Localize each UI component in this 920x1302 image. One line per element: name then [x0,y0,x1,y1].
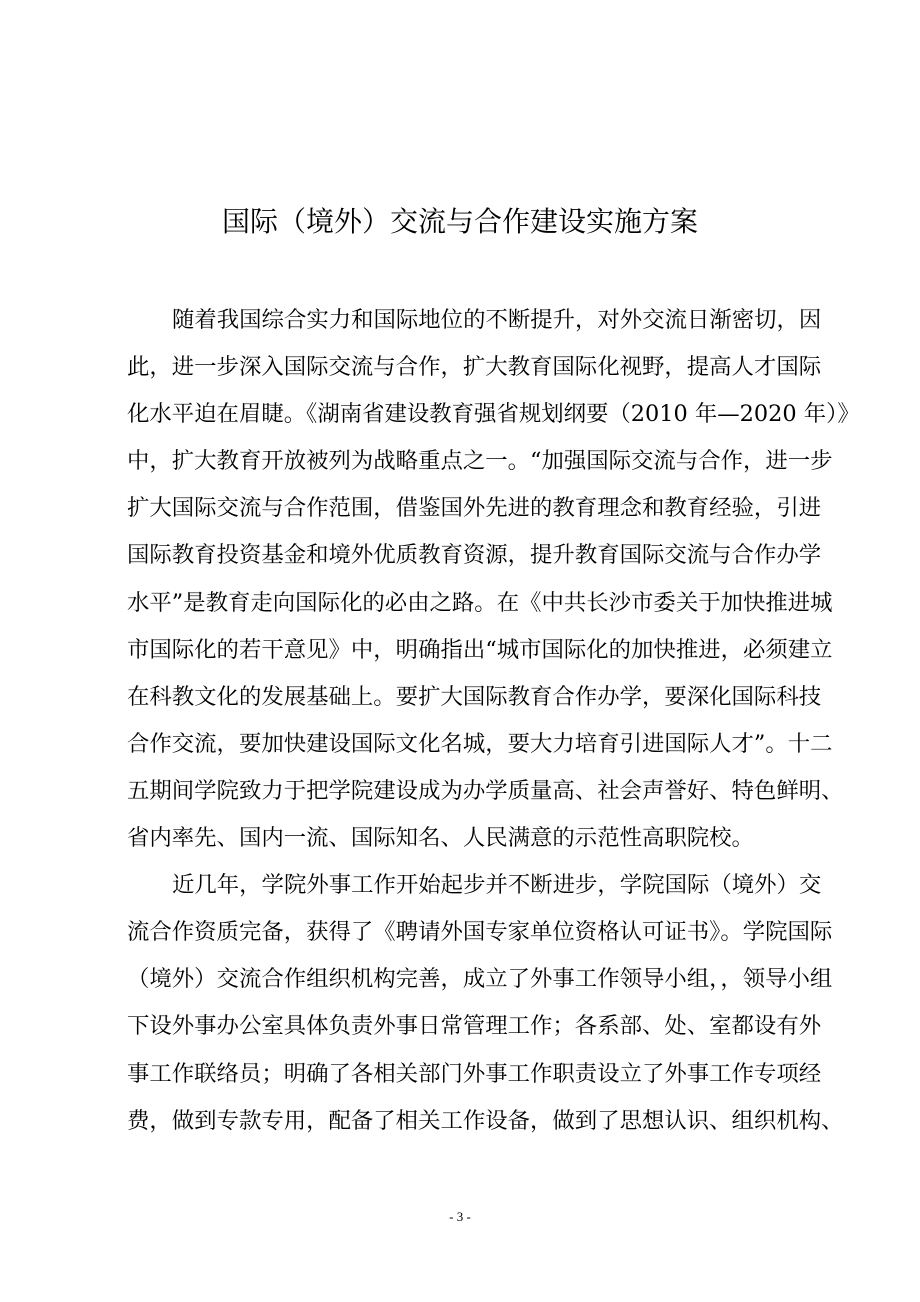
paragraph-1-line-8: 市国际化的若干意见》中，明确指出“城市国际化的加快推进，必须建立 [127,636,833,663]
paragraph-1-line-9: 在科教文化的发展基础上。要扩大国际教育合作办学，要深化国际科技 [127,683,822,710]
paragraph-2-line-2: 流合作资质完备，获得了《聘请外国专家单位资格认可证书》。学院国际 [127,919,833,946]
paragraph-1-line-3: 化水平迫在眉睫。《湖南省建设教育强省规划纲要（2010 年—2020 年）》 [127,401,860,428]
paragraph-1-line-1: 随着我国综合实力和国际地位的不断提升，对外交流日渐密切，因 [172,307,822,333]
paragraph-2-line-3: （境外）交流合作组织机构完善，成立了外事工作领导小组，，领导小组 [127,966,833,993]
paragraph-2-line-1: 近几年，学院外事工作开始起步并不断进步，学院国际（境外）交 [172,872,822,899]
paragraph-2-line-5: 事工作联络员；明确了各相关部门外事工作职责设立了外事工作专项经 [127,1060,822,1087]
paragraph-1-line-11: 五期间学院致力于把学院建设成为办学质量高、社会声誉好、特色鲜明、 [127,777,844,804]
paragraph-1-line-5: 扩大国际交流与合作范围，借鉴国外先进的教育理念和教育经验，引进 [127,495,822,522]
page-number: - 3 - [449,1209,471,1224]
paragraph-1-line-2: 此，进一步深入国际交流与合作，扩大教育国际化视野，提高人才国际 [127,354,822,381]
paragraph-1-line-10: 合作交流，要加快建设国际文化名城，要大力培育引进国际人才”。十二 [127,730,833,757]
paragraph-1-line-12: 省内率先、国内一流、国际知名、人民满意的示范性高职院校。 [127,825,754,852]
paragraph-2-line-4: 下设外事办公室具体负责外事日常管理工作；各系部、处、室都设有外 [127,1013,822,1040]
paragraph-1-line-7: 水平”是教育走向国际化的必由之路。在《中共长沙市委关于加快推进城 [127,589,833,616]
paragraph-2-line-6: 费，做到专款专用，配备了相关工作设备，做到了思想认识、组织机构、 [127,1107,844,1134]
paragraph-1-line-6: 国际教育投资基金和境外优质教育资源，提升教育国际交流与合作办学 [127,542,822,569]
paragraph-1-line-4: 中，扩大教育开放被列为战略重点之一。“加强国际交流与合作，进一步 [127,448,833,475]
document-title: 国际（境外）交流与合作建设实施方案 [221,205,698,238]
document-body [127,297,860,1145]
